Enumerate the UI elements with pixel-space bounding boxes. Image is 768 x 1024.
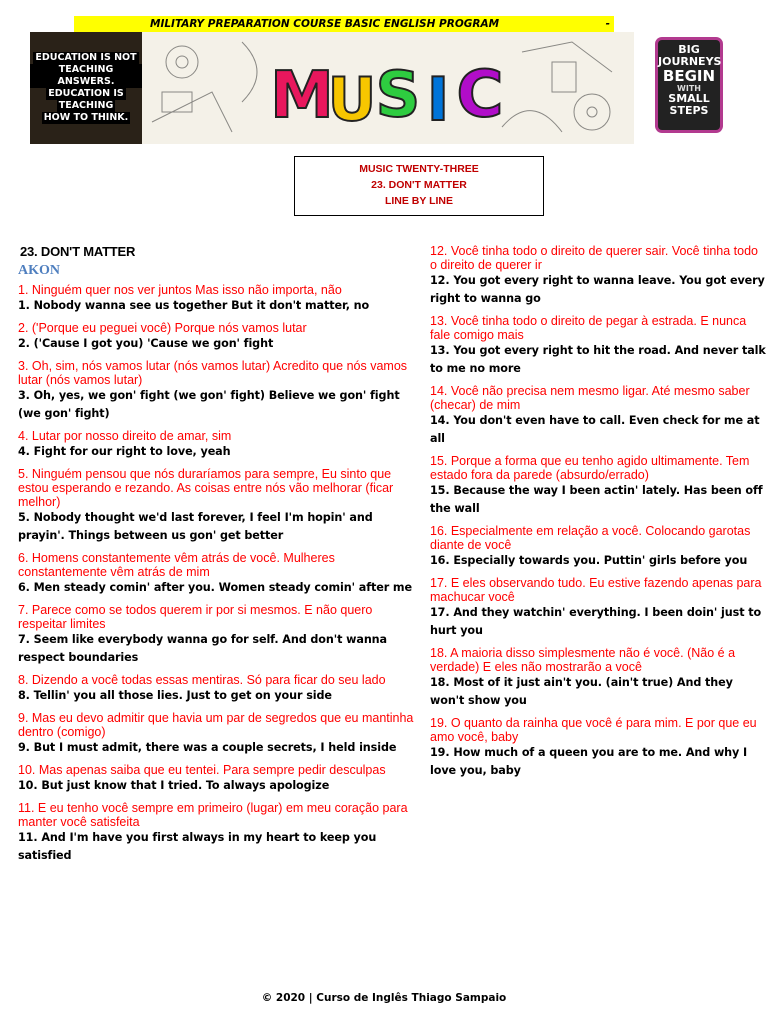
english-line [430, 272, 766, 308]
english-text: ('Cause I got you) 'Cause we gon' fight [29, 337, 274, 350]
music-art-svg [142, 32, 634, 144]
line-number: 14. [430, 414, 450, 427]
line-number: 1. [18, 299, 30, 312]
portuguese-line: 4. Lutar por nosso direito de amar, sim [18, 429, 232, 443]
lesson-number: MUSIC TWENTY-THREE [359, 163, 479, 175]
english-text: Because the way I been actin' lately. Has been off the wall [430, 484, 763, 515]
portuguese-line: 5. Ninguém pensou que nós duraríamos para sempre, Eu sinto que estou esperando e rezando. As coisas entre nós vão melhorar (ficar melhor) [18, 467, 394, 509]
lyrics-list-left [18, 283, 418, 865]
banner [30, 32, 724, 144]
motivational-badge [658, 40, 720, 130]
english-line [430, 744, 766, 780]
portuguese-line: 10. Mas apenas saiba que eu tentei. Para sempre pedir desculpas [18, 763, 386, 777]
line-number: 11. [18, 831, 38, 844]
english-text: Especially towards you. Puttin' girls before you [449, 554, 748, 567]
english-line [18, 297, 418, 315]
portuguese-line: 1. Ninguém quer nos ver juntos Mas isso não importa, não [18, 283, 342, 297]
portuguese-line: 19. O quanto da rainha que você é para mim. E por que eu amo você, baby [430, 716, 757, 744]
artist-name: AKON [18, 263, 60, 278]
left-column [18, 244, 418, 871]
line-number: 3. [18, 389, 30, 402]
line-number: 18. [430, 676, 450, 689]
line-number: 4. [18, 445, 30, 458]
line-number: 5. [18, 511, 30, 524]
english-text: Men steady comin' after you. Women steady comin' after me [29, 581, 412, 594]
english-text: Seem like everybody wanna go for self. And don't wanna respect boundaries [18, 633, 387, 664]
lesson-title-box [294, 156, 544, 216]
portuguese-line: 12. Você tinha todo o direito de querer sair. Você tinha todo o direito de querer ir [430, 244, 759, 272]
portuguese-line: 17. E eles observando tudo. Eu estive fazendo apenas para machucar você [430, 576, 762, 604]
header-dash: - [605, 18, 610, 30]
line-number: 16. [430, 554, 450, 567]
english-line [18, 509, 418, 545]
quote-line: TEACHING ANSWERS. [30, 64, 142, 88]
line-number: 15. [430, 484, 450, 497]
english-line [430, 674, 766, 710]
portuguese-line: 18. A maioria disso simplesmente não é você. (Não é a verdade) E eles não mostrarão a você [430, 646, 736, 674]
art-letter: M [270, 59, 334, 133]
english-line [18, 687, 418, 705]
music-doodle-art [142, 32, 634, 144]
portuguese-line: 16. Especialmente em relação a você. Colocando garotas diante de você [430, 524, 751, 552]
badge-line: BIG [678, 43, 700, 56]
portuguese-line: 6. Homens constantemente vêm atrás de você. Mulheres constantemente vêm atrás de mim [18, 551, 335, 579]
english-text: Tellin' you all those lies. Just to get on your side [29, 689, 332, 702]
badge-line: WITH [677, 84, 701, 93]
badge-line: JOURNEYS [658, 55, 722, 68]
english-text: Nobody thought we'd last forever, I feel I'm hopin' and prayin'. Things between us gon' get better [18, 511, 373, 542]
program-title: MILITARY PREPARATION COURSE BASIC ENGLISH PROGRAM [150, 18, 500, 30]
right-column [430, 244, 766, 786]
program-header-bar [74, 16, 614, 32]
english-text: And I'm have you first always in my heart to keep you satisfied [18, 831, 377, 862]
quote-line: EDUCATION IS [48, 88, 124, 99]
english-line [18, 443, 418, 461]
portuguese-line: 3. Oh, sim, nós vamos lutar (nós vamos lutar) Acredito que nós vamos lutar (nós vamos lutar) [18, 359, 408, 387]
english-text: But just know that I tried. To always apologize [37, 779, 330, 792]
badge-line: BEGIN [662, 67, 716, 85]
badge-line: STEPS [669, 104, 709, 117]
english-text: Most of it just ain't you. (ain't true) And they won't show you [430, 676, 733, 707]
english-line [430, 604, 766, 640]
portuguese-line: 2. ('Porque eu peguei você) Porque nós vamos lutar [18, 321, 307, 335]
line-number: 13. [430, 344, 450, 357]
quote-line: TEACHING [58, 100, 114, 111]
line-number: 6. [18, 581, 30, 594]
line-number: 8. [18, 689, 30, 702]
english-text: You got every right to hit the road. And never talk to me no more [430, 344, 766, 375]
song-title: 23. DON'T MATTER [20, 244, 136, 259]
quote-line: EDUCATION IS NOT [35, 52, 137, 63]
english-text: Oh, yes, we gon' fight (we gon' fight) Believe we gon' fight (we gon' fight) [18, 389, 400, 420]
english-line [18, 777, 418, 795]
portuguese-line: 14. Você não precisa nem mesmo ligar. Até mesmo saber (checar) de mim [430, 384, 750, 412]
english-line [430, 552, 766, 570]
line-number: 7. [18, 633, 30, 646]
portuguese-line: 11. E eu tenho você sempre em primeiro (lugar) em meu coração para manter você satisfeita [18, 801, 408, 829]
footer-copyright: © 2020 | Curso de Inglês Thiago Sampaio [261, 992, 507, 1004]
line-number: 12. [430, 274, 450, 287]
line-number: 19. [430, 746, 450, 759]
english-line [18, 579, 418, 597]
portuguese-line: 9. Mas eu devo admitir que havia um par de segredos que eu mantinha dentro (comigo) [18, 711, 414, 739]
art-letter: S [375, 58, 421, 131]
portuguese-line: 8. Dizendo a você todas essas mentiras. Só para ficar do seu lado [18, 673, 386, 687]
lesson-song-title: 23. DON'T MATTER [371, 179, 467, 191]
lyrics-list-right [430, 244, 766, 780]
english-line [18, 335, 418, 353]
line-number: 17. [430, 606, 450, 619]
english-text: You got every right to wanna leave. You got every right to wanna go [430, 274, 765, 305]
portuguese-line: 13. Você tinha todo o direito de pegar à estrada. E nunca fale comigo mais [430, 314, 747, 342]
education-quote-image [30, 32, 142, 144]
quote-line: HOW TO THINK. [43, 112, 129, 123]
art-letter: U [327, 65, 377, 135]
english-text: How much of a queen you are to me. And why I love you, baby [430, 746, 748, 777]
english-text: You don't even have to call. Even check for me at all [430, 414, 760, 445]
portuguese-line: 15. Porque a forma que eu tenho agido ultimamente. Tem estado fora da parede (absurdo/errado) [430, 454, 750, 482]
line-number: 2. [18, 337, 30, 350]
lesson-subtitle: LINE BY LINE [384, 195, 454, 207]
english-line [18, 387, 418, 423]
english-line [18, 739, 418, 757]
english-text: But I must admit, there was a couple secrets, I held inside [29, 741, 397, 754]
english-text: Fight for our right to love, yeah [29, 445, 231, 458]
english-line [430, 342, 766, 378]
line-number: 9. [18, 741, 30, 754]
line-number: 10. [18, 779, 38, 792]
english-line [18, 631, 418, 667]
english-line [430, 482, 766, 518]
art-letter: I [426, 65, 450, 135]
english-line [430, 412, 766, 448]
english-text: Nobody wanna see us together But it don't matter, no [29, 299, 370, 312]
portuguese-line: 7. Parece como se todos querem ir por si mesmos. E não quero respeitar limites [18, 603, 373, 631]
art-letter: C [456, 58, 504, 132]
english-text: And they watchin' everything. I been doin' just to hurt you [430, 606, 762, 637]
english-line [18, 829, 418, 865]
badge-line: SMALL [668, 92, 710, 105]
